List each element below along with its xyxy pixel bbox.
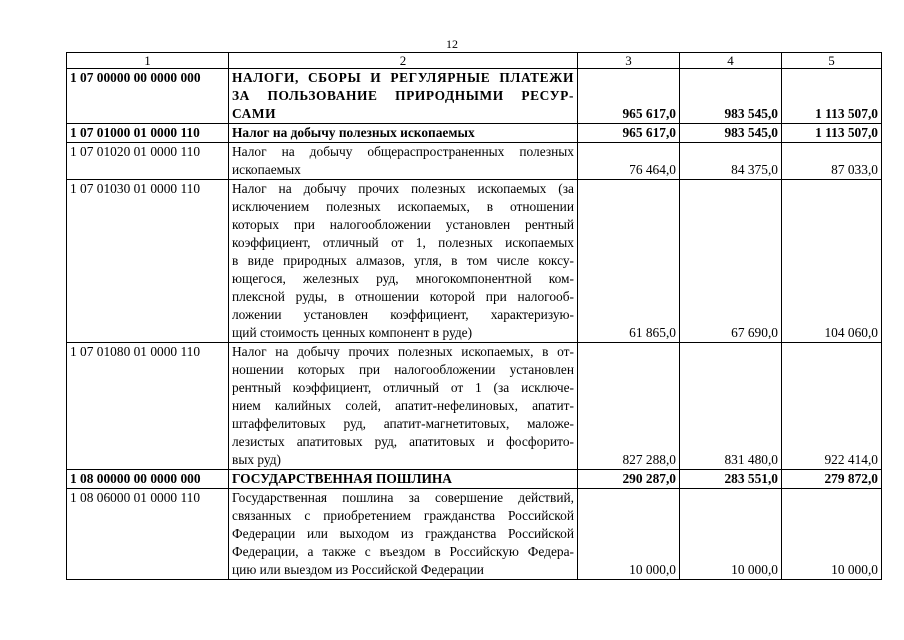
description-line: НАЛОГИ, СБОРЫ И РЕГУЛЯРНЫЕ ПЛАТЕЖИ (232, 70, 574, 85)
revenue-description (229, 69, 578, 124)
description-line: цию или выездом из Российской Федерации (232, 562, 484, 577)
amount-column-4: 10 000,0 (680, 489, 782, 580)
table-row (67, 470, 882, 489)
amount-column-5: 104 060,0 (782, 180, 882, 343)
amount-column-3: 827 288,0 (578, 343, 680, 470)
revenue-description (229, 343, 578, 470)
column-number-header-row (67, 53, 882, 69)
amount-column-4: 831 480,0 (680, 343, 782, 470)
amount-column-5: 1 113 507,0 (782, 69, 882, 124)
description-line: Федерации, а также с въездом в Российскую Федера- (232, 544, 574, 559)
amount-column-5: 87 033,0 (782, 143, 882, 180)
amount-column-4: 67 690,0 (680, 180, 782, 343)
description-line: Государственная пошлина за совершение действий, (232, 490, 574, 505)
description-line: Налог на добычу прочих полезных ископаемых, в от- (232, 344, 574, 359)
amount-column-5: 10 000,0 (782, 489, 882, 580)
classification-code: 1 08 00000 00 0000 000 (67, 470, 229, 489)
description-line: коэффициент, отличный от 1, полезных ископаемых (232, 235, 574, 250)
revenue-description (229, 124, 578, 143)
amount-column-3: 10 000,0 (578, 489, 680, 580)
amount-column-4: 283 551,0 (680, 470, 782, 489)
column-header-3: 3 (578, 53, 680, 69)
description-line: ЗА ПОЛЬЗОВАНИЕ ПРИРОДНЫМИ РЕСУР- (232, 88, 574, 103)
column-header-5: 5 (782, 53, 882, 69)
description-line: Налог на добычу прочих полезных ископаемых (за (232, 181, 574, 196)
description-line: в виде природных алмазов, угля, в том числе коксу- (232, 253, 574, 268)
description-line: плексной руды, в отношении которой при налогооб- (232, 289, 574, 304)
amount-column-3: 965 617,0 (578, 69, 680, 124)
description-line: Налог на добычу полезных ископаемых (232, 125, 475, 140)
description-line: САМИ (232, 106, 277, 121)
amount-column-5: 1 113 507,0 (782, 124, 882, 143)
description-line: которых при налогообложении установлен рентный (232, 217, 574, 232)
amount-column-5: 279 872,0 (782, 470, 882, 489)
description-line: вых руд) (232, 452, 282, 467)
amount-column-4: 983 545,0 (680, 69, 782, 124)
classification-code: 1 08 06000 01 0000 110 (67, 489, 229, 580)
revenue-description (229, 489, 578, 580)
classification-code: 1 07 00000 00 0000 000 (67, 69, 229, 124)
description-line: щий стоимость ценных компонент в руде) (232, 325, 473, 340)
table-row (67, 69, 882, 124)
page-number: 12 (446, 37, 458, 51)
classification-code: 1 07 01030 01 0000 110 (67, 180, 229, 343)
classification-code: 1 07 01080 01 0000 110 (67, 343, 229, 470)
table-row (67, 124, 882, 143)
column-header-4: 4 (680, 53, 782, 69)
description-line: Налог на добычу общераспространенных полезных (232, 144, 574, 159)
column-header-1: 1 (67, 53, 229, 69)
description-line: связанных с приобретением гражданства Российской (232, 508, 574, 523)
description-line: ископаемых (232, 162, 301, 177)
classification-code: 1 07 01000 01 0000 110 (67, 124, 229, 143)
table-row (67, 180, 882, 343)
description-line: ношении которых при налогообложении установлен (232, 362, 574, 377)
amount-column-4: 84 375,0 (680, 143, 782, 180)
description-line: рентный коэффициент, отличный от 1 (за исключе- (232, 380, 574, 395)
table-row (67, 343, 882, 470)
amount-column-4: 983 545,0 (680, 124, 782, 143)
budget-revenue-table (66, 52, 882, 580)
table-row (67, 143, 882, 180)
amount-column-3: 290 287,0 (578, 470, 680, 489)
description-line: ющегося, железных руд, многокомпонентной ком- (232, 271, 574, 286)
description-line: лезистых апатитовых руд, апатитовых и фосфорито- (232, 434, 574, 449)
amount-column-3: 61 865,0 (578, 180, 680, 343)
table-row (67, 489, 882, 580)
amount-column-3: 965 617,0 (578, 124, 680, 143)
description-line: ГОСУДАРСТВЕННАЯ ПОШЛИНА (232, 471, 452, 486)
amount-column-3: 76 464,0 (578, 143, 680, 180)
column-header-2: 2 (229, 53, 578, 69)
revenue-description (229, 180, 578, 343)
amount-column-5: 922 414,0 (782, 343, 882, 470)
description-line: нием калийных солей, апатит-нефелиновых, апатит- (232, 398, 574, 413)
description-line: Федерации или выходом из гражданства Российской (232, 526, 574, 541)
classification-code: 1 07 01020 01 0000 110 (67, 143, 229, 180)
revenue-description (229, 470, 578, 489)
description-line: исключением полезных ископаемых, в отношении (232, 199, 574, 214)
description-line: ложении установлен коэффициент, характеризую- (232, 307, 574, 322)
description-line: штаффелитовых руд, апатит-магнетитовых, маложе- (232, 416, 574, 431)
revenue-description (229, 143, 578, 180)
